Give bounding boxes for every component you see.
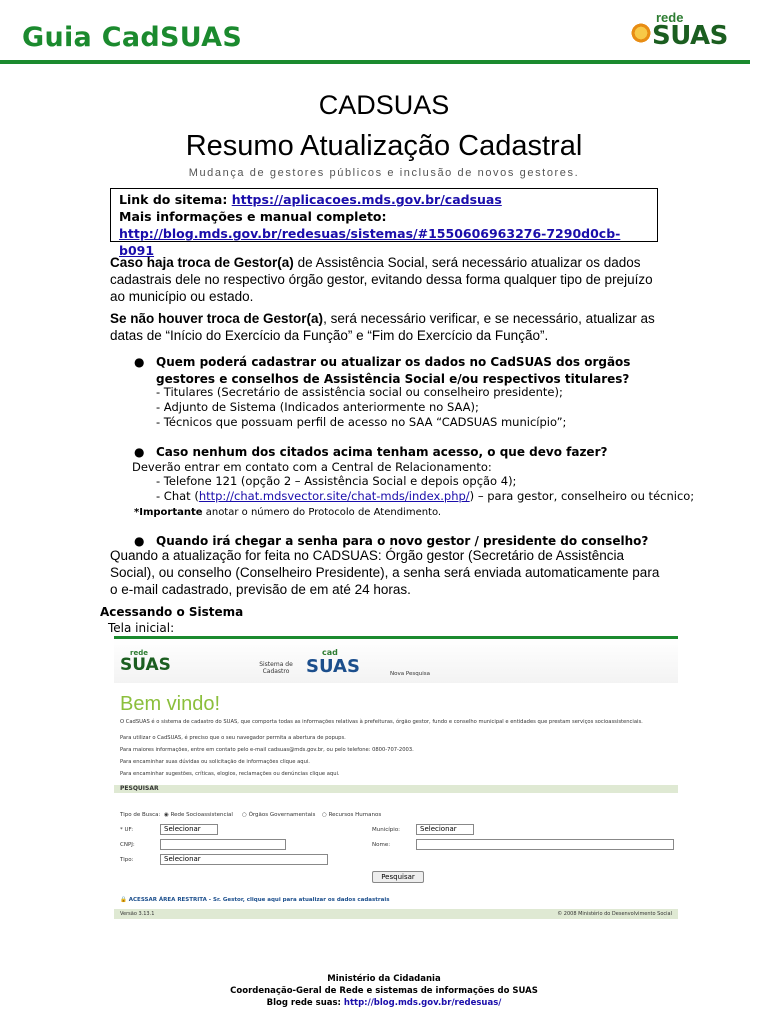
screenshot-line[interactable]: Para encaminhar sugestões, críticas, elogios, reclamações ou denúncias clique aqui.: [120, 771, 340, 777]
doc-title: CADSUAS: [318, 90, 450, 120]
paragraph-text: de Assistência Social, será necessário atualizar os dados cadastrais dele no respectivo órgão gestor, evitando dessa forma qualquer tipo de prejuízo ao município ou estado.: [110, 255, 653, 304]
copyright-text: © 2008 Ministério do Desenvolvimento Social: [557, 911, 672, 917]
note-text: anotar o número do Protocolo de Atendimento.: [202, 507, 442, 518]
screenshot-footer: [114, 909, 678, 919]
screenshot-header: [114, 639, 678, 683]
footer-blog: [0, 998, 768, 1008]
radio-recursos[interactable]: ○ Recursos Humanos: [322, 812, 382, 818]
uf-select[interactable]: Selecionar: [160, 824, 218, 835]
chat-post: ) – para gestor, conselheiro ou técnico;: [469, 489, 695, 503]
version-text: Versão 3.13.1: [120, 911, 155, 917]
paragraph-bold: Caso haja troca de Gestor(a): [110, 255, 294, 270]
question-text: Quem poderá cadastrar ou atualizar os dados no CadSUAS dos orgãos gestores e conselhos de Assistência Social e/ou respectivos titulares?: [156, 355, 631, 386]
screenshot-line: Para utilizar o CadSUAS, é preciso que o seu navegador permita a abertura de popups.: [120, 735, 346, 741]
q2-note: [134, 505, 441, 520]
question-1: [134, 354, 664, 388]
paragraph-text: , será necessário verificar, e se necessário, atualizar as datas de “Início do Exercício da Função” e “Fim do Exercício da Função”.: [110, 311, 655, 343]
radio-rede[interactable]: ◉ Rede Socioassistencial: [164, 812, 233, 818]
header-divider: [0, 60, 750, 64]
paragraph-bold: Se não houver troca de Gestor(a): [110, 311, 324, 326]
screenshot-line[interactable]: Para encaminhar suas dúvidas ou solicitação de informações clique aqui.: [120, 759, 310, 765]
radio-label: Rede Socioassistencial: [170, 812, 233, 818]
pesquisar-button[interactable]: Pesquisar: [372, 871, 424, 883]
question-2: [134, 444, 664, 461]
logo-text: SUAS: [306, 656, 360, 677]
municipio-label: Município:: [372, 827, 401, 833]
restricted-area-link[interactable]: 🔒 ACESSAR ÁREA RESTRITA - Sr. Gestor, clique aqui para atualizar os dados cadastrais: [120, 897, 390, 903]
doc-subtitle: Resumo Atualização Cadastral: [185, 130, 583, 162]
chat-link[interactable]: http://chat.mdsvector.site/chat-mds/index.php/: [198, 489, 470, 503]
radio-label: Órgãos Governamentais: [248, 812, 316, 818]
manual-link[interactable]: http://blog.mds.gov.br/redesuas/sistemas/#1550606963276-7290d0cb-b091: [119, 226, 621, 258]
section-subtitle: Tela inicial:: [108, 621, 175, 635]
radio-orgaos[interactable]: ○ Órgãos Governamentais: [242, 812, 316, 818]
tipo-label: Tipo:: [120, 857, 134, 863]
guide-title: Guia CadSUAS: [22, 22, 243, 53]
q1-item: - Técnicos que possuam perfil de acesso no SAA “CADSUAS município”;: [156, 415, 567, 429]
sitema-label: Link do sitema:: [119, 192, 232, 207]
links-box: [110, 188, 658, 258]
welcome-heading: Bem vindo!: [120, 693, 221, 715]
radio-label: Recursos Humanos: [328, 812, 382, 818]
sun-icon: [630, 22, 652, 44]
q3-answer: Quando a atualização for feita no CADSUAS: Órgão gestor (Secretário de Assistência Social), ou conselho (Conselheiro Presidente), a senha será enviada automaticamente para o e-mail cadastrado, previsão de em até 24 horas.: [110, 548, 660, 597]
q1-item: - Titulares (Secretário de assistência social ou conselheiro presidente);: [156, 385, 563, 399]
paragraph-sem-troca: [110, 310, 670, 344]
screenshot-rede-suas-logo: [120, 649, 171, 675]
screenshot-line: Para maiores informações, entre em contato pelo e-mail cadsuas@mds.gov.br, ou pelo telefone: 0800-707-2003.: [120, 747, 414, 753]
footer-ministry: Ministério da Cidadania: [327, 974, 441, 984]
nova-pesquisa-link[interactable]: Nova Pesquisa: [390, 671, 430, 677]
logo-rede-text: rede: [656, 10, 684, 25]
cnpj-label: CNPJ:: [120, 842, 135, 848]
screenshot-cadsuas-logo: [306, 648, 360, 677]
bullet-icon: ●: [134, 534, 145, 548]
footer-blog-link[interactable]: http://blog.mds.gov.br/redesuas/: [343, 998, 502, 1008]
paragraph-troca-gestor: [110, 254, 670, 305]
logo-small: cad: [322, 648, 338, 657]
chat-pre: - Chat (: [156, 489, 199, 503]
q2-item: [156, 489, 694, 504]
cnpj-input[interactable]: [160, 839, 286, 850]
nome-label: Nome:: [372, 842, 391, 848]
restricted-text: ACESSAR ÁREA RESTRITA - Sr. Gestor, clique aqui para atualizar os dados cadastrais: [128, 897, 390, 903]
sys-label: Sistema de Cadastro: [259, 661, 293, 675]
q2-intro: Deverão entrar em contato com a Central de Relacionamento:: [132, 460, 492, 474]
question-text: Quando irá chegar a senha para o novo gestor / presidente do conselho?: [156, 534, 649, 548]
search-bar-label: PESQUISAR: [114, 785, 678, 793]
section-title: Acessando o Sistema: [100, 605, 244, 619]
municipio-select[interactable]: Selecionar: [416, 824, 474, 835]
cadsuas-link[interactable]: https://aplicacoes.mds.gov.br/cadsuas: [231, 192, 502, 207]
doc-tagline: Mudança de gestores públicos e inclusão de novos gestores.: [188, 167, 580, 179]
more-info-label: Mais informações e manual completo:: [119, 209, 387, 224]
tipo-busca-label: Tipo de Busca:: [120, 812, 161, 818]
screenshot-line: O CadSUAS é o sistema de cadastro do SUAS, que comporta todas as informações relativas à prefeituras, órgão gestor, fundo e conselho municipal e entidades que prestam serviços socioassistenciais.: [120, 719, 643, 725]
logo-suas-text: SUAS: [652, 21, 728, 51]
uf-label: * UF:: [120, 827, 134, 833]
cadsuas-screenshot: [114, 636, 678, 918]
bullet-icon: ●: [134, 355, 145, 369]
rede-suas-logo: [628, 10, 738, 54]
bullet-icon: ●: [134, 445, 145, 459]
footer-coordination: Coordenação-Geral de Rede e sistemas de informações do SUAS: [230, 986, 538, 996]
logo-text: SUAS: [120, 655, 171, 675]
q1-item: - Adjunto de Sistema (Indicados anteriormente no SAA);: [156, 400, 479, 414]
nome-input[interactable]: [416, 839, 674, 850]
page-header: [0, 0, 768, 64]
logo-small: rede: [130, 649, 148, 657]
question-text: Caso nenhum dos citados acima tenham acesso, o que devo fazer?: [156, 445, 608, 459]
footer-blog-label: Blog rede suas:: [266, 998, 344, 1008]
q2-item: - Telefone 121 (opção 2 – Assistência Social e depois opção 4);: [156, 474, 517, 488]
tipo-select[interactable]: Selecionar: [160, 854, 328, 865]
note-bold: *Importante: [134, 507, 203, 518]
